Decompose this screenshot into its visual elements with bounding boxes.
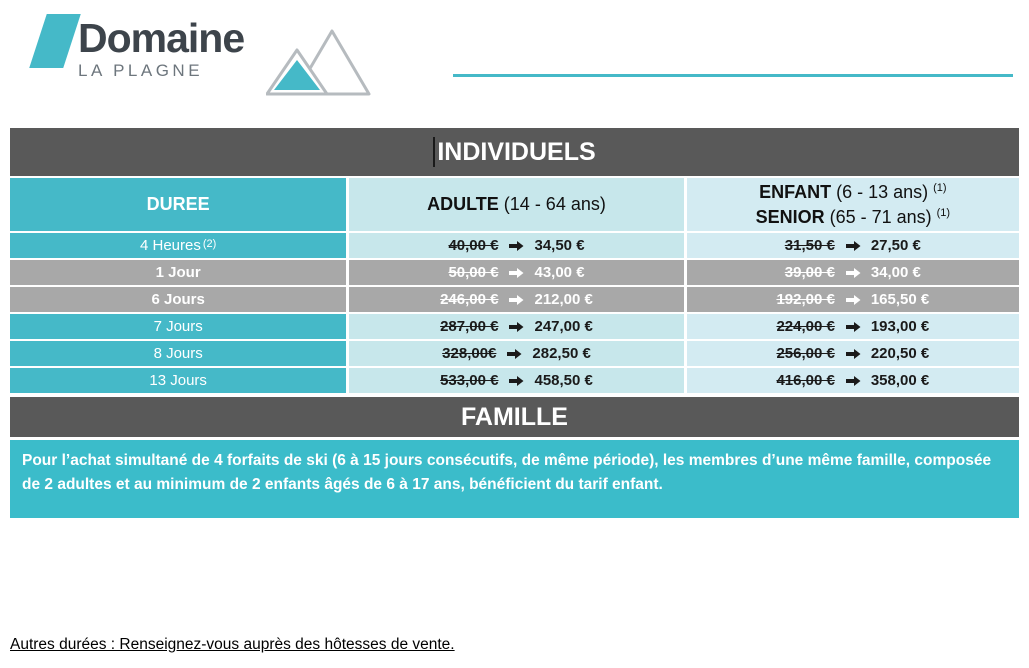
arrow-right-icon <box>845 267 861 279</box>
duration-cell <box>10 260 346 285</box>
duration-label: 6 Jours <box>151 291 205 308</box>
duration-label: 7 Jours <box>153 318 203 335</box>
footer-note: Autres durées : Renseignez-vous auprès des hôtesses de vente. <box>10 636 455 653</box>
arrow-right-icon <box>845 321 861 333</box>
arrow-right-icon <box>845 375 861 387</box>
arrow-right-icon <box>506 348 522 360</box>
adult-new-price: 43,00 € <box>534 264 585 281</box>
adult-price-cell <box>349 233 683 258</box>
child-senior-price-cell <box>687 287 1019 312</box>
adult-old-price: 246,00 € <box>440 291 499 308</box>
column-header-enfant-senior: ENFANT (6 - 13 ans) $^{(1)}$ SENIOR (65 - 71 ans) $^{(1)}$ <box>687 178 1019 231</box>
logo-slash-icon <box>29 14 81 68</box>
child-senior-price-cell <box>687 233 1019 258</box>
adult-price-cell <box>349 341 683 366</box>
arrow-right-icon <box>508 240 524 252</box>
child-new-price: 193,00 € <box>870 318 930 335</box>
mountains-icon <box>266 26 372 105</box>
duration-label: 1 Jour <box>155 264 201 281</box>
duration-label: 8 Jours <box>153 345 203 362</box>
child-old-price: 31,50 € <box>784 237 835 254</box>
adult-price-cell <box>349 287 683 312</box>
arrow-right-icon <box>508 294 524 306</box>
arrow-right-icon <box>845 294 861 306</box>
duration-cell <box>10 314 346 339</box>
child-senior-price-cell <box>687 260 1019 285</box>
table-header-row <box>10 178 1019 231</box>
duration-cell <box>10 287 346 312</box>
child-senior-price-cell <box>687 368 1019 393</box>
adult-new-price: 212,00 € <box>534 291 593 308</box>
child-old-price: 224,00 € <box>776 318 835 335</box>
individuels-section-header <box>10 128 1019 176</box>
duration-label: 13 Jours <box>149 372 207 389</box>
child-new-price: 358,00 € <box>870 372 930 389</box>
duration-label: 4 Heures <box>140 237 201 254</box>
child-old-price: 416,00 € <box>776 372 835 389</box>
arrow-right-icon <box>845 348 861 360</box>
brand-name: Domaine <box>78 15 245 61</box>
duration-cell: 4 Heures $^{(2)}$ <box>10 233 346 258</box>
famille-title: FAMILLE <box>461 402 568 431</box>
header-rule <box>453 74 1013 77</box>
child-old-price: 192,00 € <box>776 291 835 308</box>
price-table <box>10 178 1019 393</box>
text-cursor <box>433 137 435 167</box>
column-header-duree: DUREE <box>10 178 346 231</box>
duration-cell <box>10 368 346 393</box>
adult-new-price: 458,50 € <box>534 372 593 389</box>
adult-old-price: 533,00 € <box>440 372 499 389</box>
child-old-price: 256,00 € <box>776 345 835 362</box>
duration-cell <box>10 341 346 366</box>
child-senior-price-cell <box>687 314 1019 339</box>
adult-price-cell <box>349 368 683 393</box>
page-header <box>0 0 1029 128</box>
table-body <box>10 233 1019 393</box>
adult-new-price: 247,00 € <box>534 318 593 335</box>
famille-description: Pour l’achat simultané de 4 forfaits de ski (6 à 15 jours consécutifs, de même période), les membres d’une même famille, composée de 2 adultes et au minimum de 2 enfants âgés de 6 à 17 ans, bénéficient du tarif enfant. <box>10 440 1019 518</box>
adult-old-price: 40,00 € <box>448 237 499 254</box>
table-row <box>10 341 1019 366</box>
adult-price-cell <box>349 260 683 285</box>
arrow-right-icon <box>508 321 524 333</box>
adult-old-price: 287,00 € <box>440 318 499 335</box>
table-row <box>10 260 1019 285</box>
table-row <box>10 233 1019 258</box>
table-row <box>10 368 1019 393</box>
famille-section-header <box>10 397 1019 437</box>
table-row <box>10 314 1019 339</box>
child-new-price: 165,50 € <box>870 291 930 308</box>
child-new-price: 220,50 € <box>870 345 930 362</box>
adult-old-price: 50,00 € <box>448 264 499 281</box>
adult-new-price: 34,50 € <box>534 237 585 254</box>
arrow-right-icon <box>508 375 524 387</box>
child-new-price: 27,50 € <box>870 237 921 254</box>
individuels-title: INDIVIDUELS <box>437 137 596 166</box>
brand-subtitle: LA PLAGNE <box>78 61 204 80</box>
column-header-adulte: ADULTE (14 - 64 ans) <box>349 178 683 231</box>
adult-price-cell <box>349 314 683 339</box>
child-old-price: 39,00 € <box>784 264 835 281</box>
arrow-right-icon <box>845 240 861 252</box>
child-new-price: 34,00 € <box>870 264 921 281</box>
arrow-right-icon <box>508 267 524 279</box>
child-senior-price-cell <box>687 341 1019 366</box>
adult-old-price: 328,00€ <box>442 345 497 362</box>
adult-new-price: 282,50 € <box>532 345 591 362</box>
table-row <box>10 287 1019 312</box>
